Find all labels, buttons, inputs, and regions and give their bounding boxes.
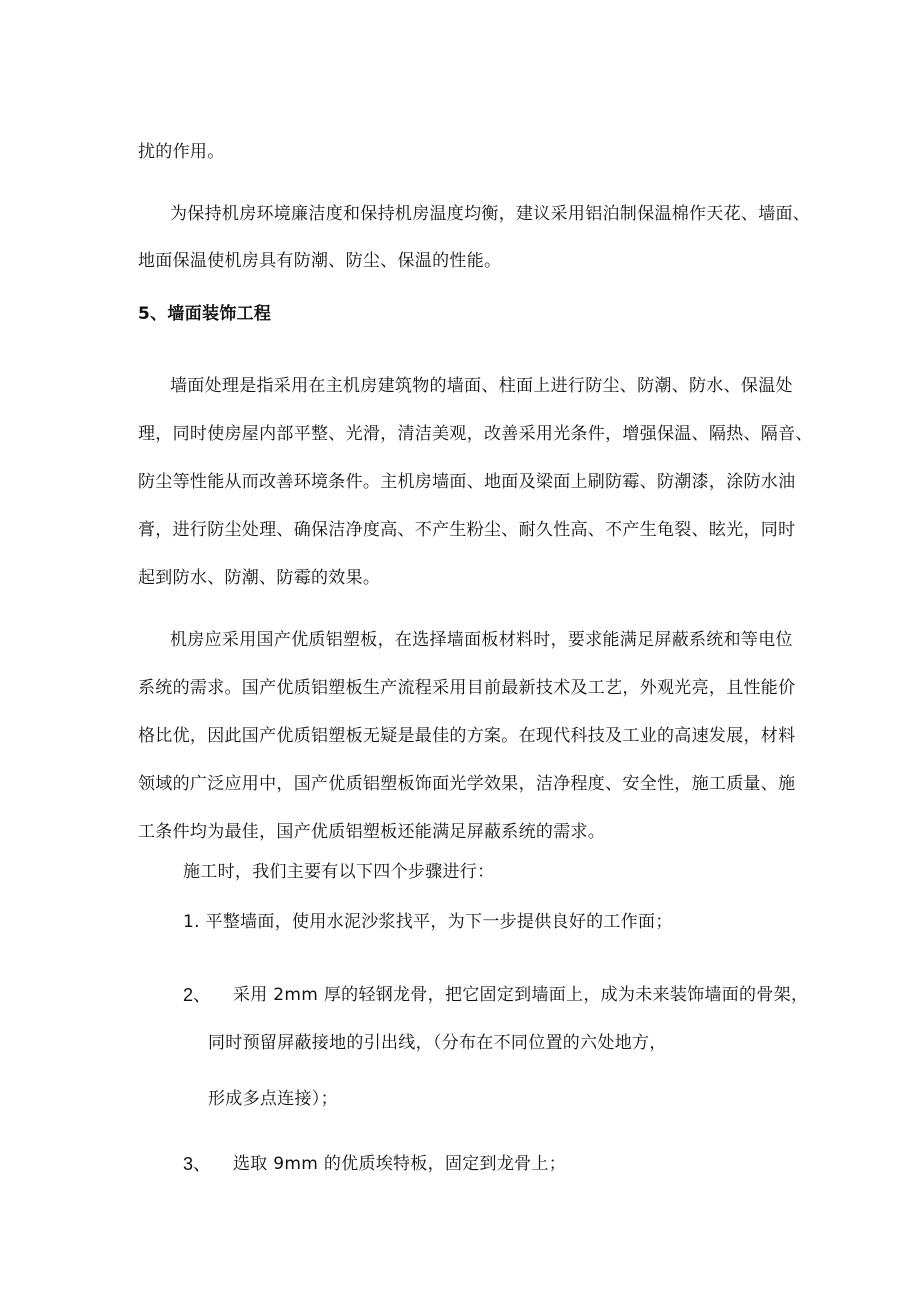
step-2-number: 2、 bbox=[183, 985, 212, 1005]
paragraph-line: 为保持机房环境廉洁度和保持机房温度均衡，建议采用铝泊制保温棉作天花、墙面、 bbox=[170, 204, 811, 224]
paragraph-line: 系统的需求。国产优质铝塑板生产流程采用目前最新技术及工艺，外观光亮，且性能价 bbox=[138, 678, 796, 698]
step-3-number: 3、 bbox=[183, 1154, 212, 1174]
step-3-line: 选取 9mm 的优质埃特板，固定到龙骨上； bbox=[233, 1154, 567, 1174]
steps-intro: 施工时，我们主要有以下四个步骤进行： bbox=[183, 862, 495, 882]
step-2-line: 同时预留屏蔽接地的引出线，（分布在不同位置的六处地方， bbox=[208, 1033, 667, 1053]
paragraph-line: 领域的广泛应用中，国产优质铝塑板饰面光学效果，洁净程度、安全性，施工质量、施 bbox=[138, 774, 796, 794]
paragraph-line: 膏，进行防尘处理、确保洁净度高、不产生粉尘、耐久性高、不产生龟裂、眩光，同时 bbox=[138, 520, 796, 540]
paragraph-line: 理，同时使房屋内部平整、光滑，清洁美观，改善采用光条件，增强保温、隔热、隔音、 bbox=[138, 424, 813, 444]
paragraph-line: 地面保温使机房具有防潮、防尘、保温的性能。 bbox=[138, 251, 502, 271]
paragraph-line: 墙面处理是指采用在主机房建筑物的墙面、柱面上进行防尘、防潮、防水、保温处 bbox=[170, 376, 793, 396]
paragraph-line: 机房应采用国产优质铝塑板，在选择墙面板材料时，要求能满足屏蔽系统和等电位 bbox=[170, 630, 793, 650]
section-heading: 5、墙面装饰工程 bbox=[138, 304, 272, 324]
paragraph-line: 防尘等性能从而改善环境条件。主机房墙面、地面及梁面上刷防霉、防潮漆，涂防水油 bbox=[138, 472, 796, 492]
step-1: 1. 平整墙面，使用水泥沙浆找平，为下一步提供良好的工作面； bbox=[183, 912, 673, 932]
step-2-line: 形成多点连接）； bbox=[208, 1089, 338, 1109]
paragraph-line: 格比优，因此国产优质铝塑板无疑是最佳的方案。在现代科技及工业的高速发展，材料 bbox=[138, 726, 796, 746]
paragraph-line: 起到防水、防潮、防霉的效果。 bbox=[138, 568, 381, 588]
step-2-line: 采用 2mm 厚的轻钢龙骨，把它固定到墙面上，成为未来装饰墙面的骨架， bbox=[233, 985, 809, 1005]
paragraph-line: 工条件均为最佳，国产优质铝塑板还能满足屏蔽系统的需求。 bbox=[138, 822, 606, 842]
paragraph-line: 扰的作用。 bbox=[138, 142, 225, 162]
